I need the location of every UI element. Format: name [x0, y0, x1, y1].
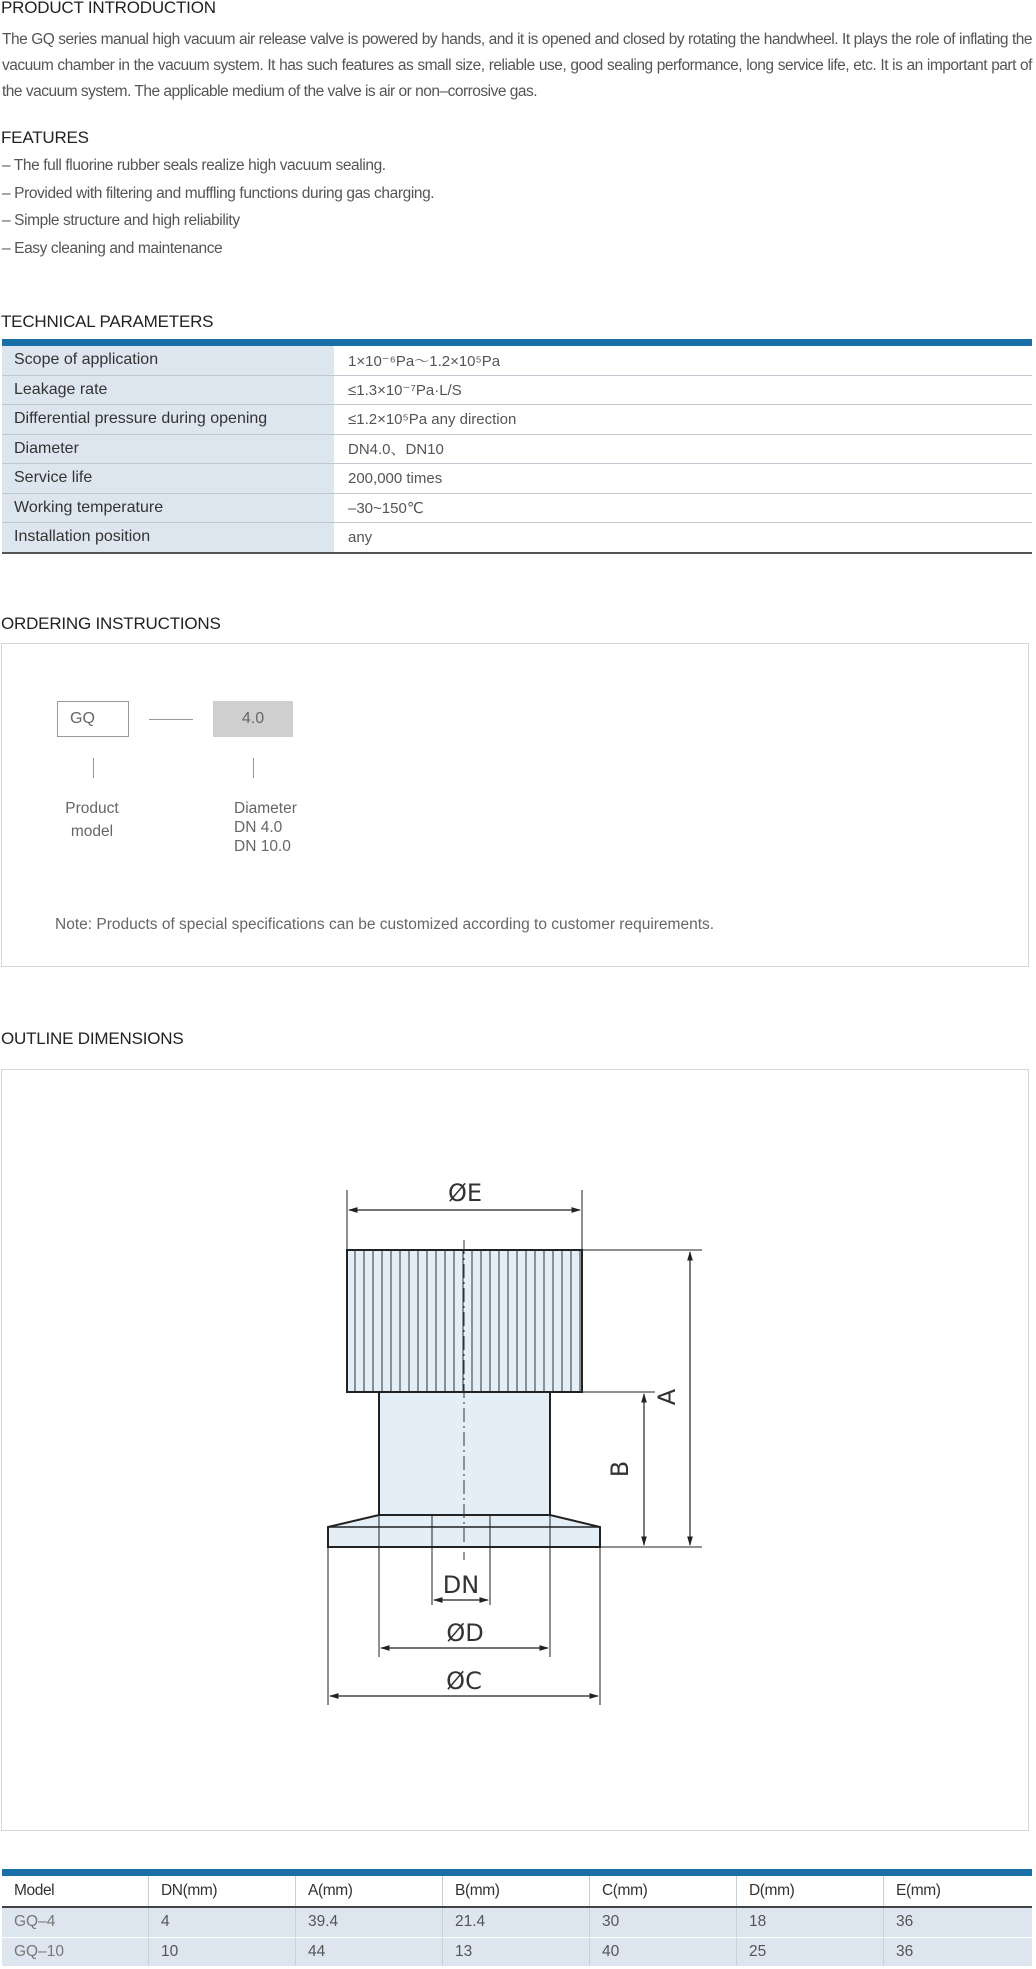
model-tick: [93, 758, 94, 778]
param-value: ≤1.2×10⁵Pa any direction: [334, 405, 1032, 435]
dimensions-table: [2, 1869, 1032, 1967]
table-row: [2, 464, 1032, 494]
table-cell: 18: [737, 1907, 884, 1937]
dim-label-a: A: [653, 1388, 681, 1406]
column-header: B(mm): [443, 1873, 590, 1908]
param-value: 200,000 times: [334, 464, 1032, 494]
feature-item: – Provided with filtering and muffling functions during gas charging.: [2, 184, 435, 202]
table-cell: 4: [149, 1907, 296, 1937]
technical-title: TECHNICAL PARAMETERS: [1, 312, 214, 331]
diameter-label-line: DN 10.0: [234, 838, 291, 855]
column-header: D(mm): [737, 1873, 884, 1908]
diameter-tick: [253, 758, 254, 778]
column-header: DN(mm): [149, 1873, 296, 1908]
dim-label-b: B: [606, 1460, 634, 1478]
table-row: [2, 523, 1032, 553]
features-title: FEATURES: [1, 128, 89, 147]
table-row: [2, 405, 1032, 435]
feature-item: – Easy cleaning and maintenance: [2, 239, 223, 257]
model-label: [62, 799, 122, 841]
outline-title: OUTLINE DIMENSIONS: [1, 1029, 184, 1048]
table-cell: 21.4: [443, 1907, 590, 1937]
ordering-box: [1, 643, 1029, 967]
param-key: Working temperature: [2, 493, 334, 523]
table-row: [2, 375, 1032, 405]
model-label-line: model: [70, 823, 114, 840]
table-row: [2, 434, 1032, 464]
column-header: E(mm): [884, 1873, 1033, 1908]
param-value: DN4.0、DN10: [334, 434, 1032, 464]
table-cell: 44: [296, 1937, 443, 1967]
table-header-row: [2, 1873, 1032, 1908]
diameter-label: [234, 799, 297, 856]
table-cell: 30: [590, 1907, 737, 1937]
table-cell: 40: [590, 1937, 737, 1967]
diameter-label-line: Diameter: [234, 800, 297, 817]
dim-label-d: ØD: [446, 1619, 484, 1647]
param-key: Leakage rate: [2, 375, 334, 405]
param-value: ≤1.3×10⁻⁷Pa·L/S: [334, 375, 1032, 405]
table-row: [2, 1907, 1032, 1937]
column-header: A(mm): [296, 1873, 443, 1908]
feature-item: – The full fluorine rubber seals realize high vacuum sealing.: [2, 157, 386, 174]
column-header: C(mm): [590, 1873, 737, 1908]
intro-text: The GQ series manual high vacuum air release valve is powered by hands, and it is opened and closed by rotating the handwheel. It plays the role of inflating the vacuum chamber in the vacuum system. It has such features as small size, reliable use, good sealing performance, long service life, etc. It is an important part of the vacuum system. The applicable medium of the valve is air or non–corrosive gas.: [2, 31, 1032, 100]
table-row: [2, 1937, 1032, 1967]
param-key: Scope of application: [2, 343, 334, 376]
param-key: Service life: [2, 464, 334, 494]
param-key: Diameter: [2, 434, 334, 464]
param-key: Installation position: [2, 523, 334, 553]
table-cell: 39.4: [296, 1907, 443, 1937]
ordering-title: ORDERING INSTRUCTIONS: [1, 614, 221, 633]
table-cell: GQ–10: [2, 1937, 149, 1967]
diameter-label-line: DN 4.0: [234, 819, 283, 836]
model-label-line: Product: [65, 800, 119, 817]
features-list: [2, 152, 434, 262]
valve-drawing: [320, 1175, 720, 1735]
table-cell: GQ–4: [2, 1907, 149, 1937]
dim-label-dn: DN: [442, 1571, 480, 1599]
table-cell: 25: [737, 1937, 884, 1967]
table-cell: 36: [884, 1907, 1033, 1937]
table-cell: 13: [443, 1937, 590, 1967]
intro-title: PRODUCT INTRODUCTION: [1, 0, 216, 17]
dim-label-e: ØE: [447, 1179, 483, 1207]
table-row: [2, 493, 1032, 523]
param-value: 1×10⁻⁶Pa～1.2×10⁵Pa: [334, 343, 1032, 376]
table-row: [2, 343, 1032, 376]
table-cell: 36: [884, 1937, 1033, 1967]
dim-label-c: ØC: [446, 1667, 482, 1695]
feature-item: – Simple structure and high reliability: [2, 212, 240, 229]
param-value: any: [334, 523, 1032, 553]
separator-dash: [149, 719, 193, 720]
model-code-box: GQ: [57, 701, 129, 737]
column-header: Model: [2, 1873, 149, 1908]
table-cell: 10: [149, 1937, 296, 1967]
diameter-code-box: 4.0: [213, 701, 293, 737]
param-value: –30~150℃: [334, 493, 1032, 523]
ordering-note: Note: Products of special specifications can be customized according to customer requirements.: [55, 916, 715, 933]
param-key: Differential pressure during opening: [2, 405, 334, 435]
technical-parameters-table: [2, 339, 1032, 554]
